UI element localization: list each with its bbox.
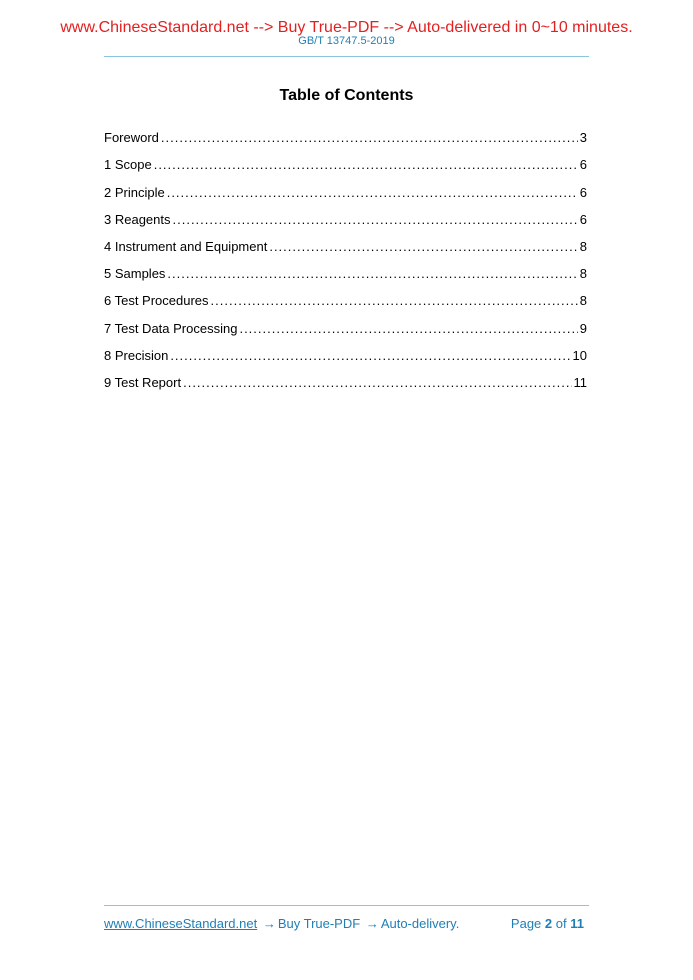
dot-leader	[269, 238, 577, 255]
footer-step-buy: Buy True-PDF	[277, 916, 361, 931]
toc-entry-precision[interactable]	[104, 337, 587, 364]
toc-entry-page: 9	[579, 320, 587, 336]
toc-list	[104, 119, 587, 391]
toc-entry-page: 11	[573, 374, 587, 390]
toc-entry-page: 8	[579, 293, 587, 309]
toc-entry-samples[interactable]	[104, 255, 587, 282]
toc-entry-page: 6	[579, 211, 587, 227]
page-total: 11	[570, 916, 584, 931]
document-code: GB/T 13747.5-2019	[298, 35, 395, 47]
page-word: Page	[510, 916, 542, 931]
toc-entry-page: 8	[579, 238, 587, 254]
toc-entry-page: 8	[579, 266, 587, 282]
toc-entry-test-procedures[interactable]	[104, 282, 587, 309]
of-word: of	[555, 916, 567, 931]
page-indicator	[511, 915, 584, 932]
toc-entry-label: 4 Instrument and Equipment	[104, 238, 268, 254]
toc-entry-label: 8 Precision	[104, 347, 169, 363]
promo-banner: www.ChineseStandard.net --> Buy True-PDF --> Auto-delivered in 0~10 minutes.	[60, 19, 633, 36]
footer-site-link[interactable]: www.ChineseStandard.net	[104, 916, 258, 931]
dot-leader	[161, 129, 578, 146]
dot-leader	[173, 211, 578, 228]
toc-entry-page: 6	[579, 157, 587, 173]
toc-entry-label: 3 Reagents	[104, 211, 171, 227]
dot-leader	[170, 347, 570, 364]
toc-entry-reagents[interactable]	[104, 201, 587, 228]
toc-entry-label: Foreword	[104, 130, 159, 146]
toc-entry-foreword[interactable]	[104, 119, 587, 146]
toc-entry-page: 3	[579, 130, 587, 146]
toc-entry-instrument-and-equipment[interactable]	[104, 228, 587, 255]
dot-leader	[183, 374, 571, 391]
arrow-right-icon: →	[262, 916, 276, 931]
toc-entry-principle[interactable]	[104, 173, 587, 200]
toc-entry-label: 6 Test Procedures	[104, 293, 209, 309]
dot-leader	[154, 156, 578, 173]
header-divider	[104, 56, 589, 57]
page-title: Table of Contents	[279, 87, 414, 104]
toc-entry-page: 6	[579, 184, 587, 200]
page-current: 2	[544, 916, 553, 931]
footer-step-delivery: Auto-delivery.	[380, 916, 460, 931]
dot-leader	[167, 265, 577, 282]
footer-promo	[104, 915, 459, 932]
dot-leader	[211, 292, 578, 309]
toc-entry-test-data-processing[interactable]	[104, 309, 587, 336]
page-footer	[104, 915, 584, 932]
footer-divider	[104, 905, 589, 906]
toc-entry-test-report[interactable]	[104, 364, 587, 391]
dot-leader	[167, 184, 578, 201]
toc-entry-label: 1 Scope	[104, 157, 152, 173]
toc-entry-label: 9 Test Report	[104, 374, 182, 390]
toc-entry-scope[interactable]	[104, 146, 587, 173]
toc-entry-label: 7 Test Data Processing	[104, 320, 238, 336]
toc-entry-page: 10	[572, 347, 587, 363]
dot-leader	[239, 320, 577, 337]
toc-entry-label: 5 Samples	[104, 266, 166, 282]
arrow-right-icon: →	[365, 916, 379, 931]
toc-entry-label: 2 Principle	[104, 184, 165, 200]
